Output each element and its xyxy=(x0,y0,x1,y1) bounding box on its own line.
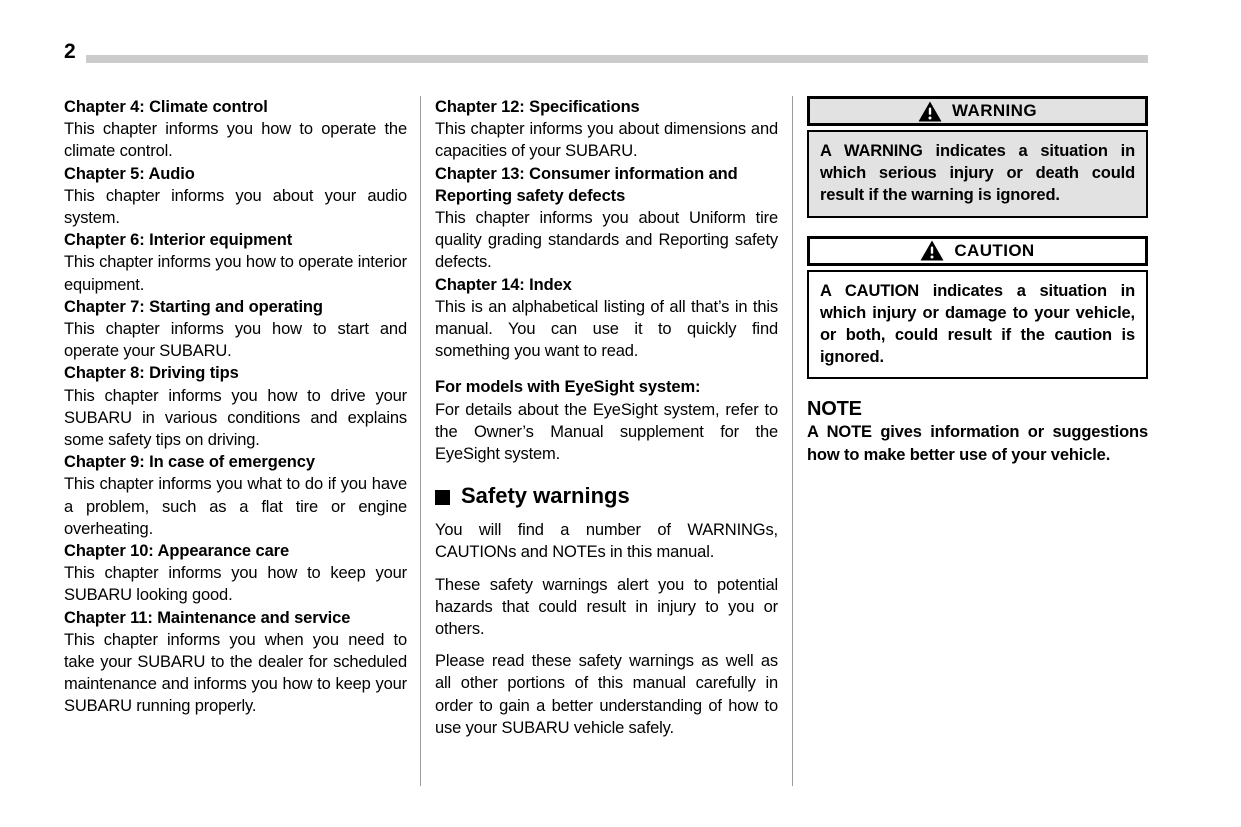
spacer xyxy=(435,640,778,650)
chapter-description: This chapter informs you how to keep your SUBARU looking good. xyxy=(64,564,407,605)
safety-paragraph: You will find a number of WARNINGs, CAUTIONs and NOTEs in this manual. xyxy=(435,521,778,562)
caution-alert-body xyxy=(807,270,1148,380)
eyesight-description: For details about the EyeSight system, refer to the Owner’s Manual supplement for the EyeSight system. xyxy=(435,400,778,464)
warning-alert-text: A WARNING indicates a situation in which serious injury or death could result if the warning is ignored. xyxy=(820,142,1135,205)
chapter-title: Chapter 10: Appearance care xyxy=(64,542,290,561)
chapter-description: This chapter informs you how to drive your SUBARU in various conditions and explains some safety tips on driving. xyxy=(64,386,407,450)
chapter-title: Chapter 14: Index xyxy=(435,275,572,294)
chapter-title: Chapter 5: Audio xyxy=(64,164,195,183)
chapter-description: This chapter informs you about Uniform tire quality grading standards and Reporting safety defects. xyxy=(435,209,778,272)
chapter-description: This is an alphabetical listing of all that’s in this manual. You can use it to quickly find something you want to read. xyxy=(435,297,778,361)
chapter-title: Chapter 13: Consumer information and Reporting safety defects xyxy=(435,164,738,205)
caution-alert-header xyxy=(807,236,1148,266)
chapter-description: This chapter informs you when you need to take your SUBARU to the dealer for scheduled maintenance and informs you how to keep your SUBARU running properly. xyxy=(64,630,407,716)
warning-alert-body xyxy=(807,130,1148,218)
square-bullet-icon xyxy=(435,490,450,505)
note-block xyxy=(807,397,1148,465)
chapter-title: Chapter 9: In case of emergency xyxy=(64,453,315,472)
warning-alert-block xyxy=(807,96,1148,218)
chapter-description: This chapter informs you how to operate the climate control. xyxy=(64,120,407,161)
column-divider-2 xyxy=(792,96,793,786)
warning-alert-label: WARNING xyxy=(952,101,1037,120)
chapter-description: This chapter informs you how to operate interior equipment. xyxy=(64,253,407,294)
caution-alert-label: CAUTION xyxy=(954,240,1035,260)
safety-paragraph: These safety warnings alert you to potential hazards that could result in injury to you or others. xyxy=(435,575,778,639)
section-heading-label: Safety warnings xyxy=(461,483,630,509)
column-middle xyxy=(435,96,778,739)
note-heading: NOTE xyxy=(807,398,862,421)
chapter-description: This chapter informs you how to start and operate your SUBARU. xyxy=(64,320,407,361)
warning-alert-header xyxy=(807,96,1148,126)
section-heading-safety-warnings xyxy=(435,483,778,509)
warning-triangle-icon xyxy=(918,101,942,122)
chapter-title: Chapter 4: Climate control xyxy=(64,98,268,116)
warning-triangle-icon xyxy=(920,240,944,261)
page-header xyxy=(64,40,1148,68)
content-columns xyxy=(0,96,1241,796)
chapter-title: Chapter 12: Specifications xyxy=(435,98,640,116)
column-divider-1 xyxy=(420,96,421,786)
page-number: 2 xyxy=(64,40,76,63)
chapter-title: Chapter 11: Maintenance and service xyxy=(64,608,351,627)
chapter-title: Chapter 6: Interior equipment xyxy=(64,231,293,250)
spacer xyxy=(435,509,778,519)
chapter-description: This chapter informs you about dimensions and capacities of your SUBARU. xyxy=(435,120,778,161)
safety-paragraph: Please read these safety warnings as well as all other portions of this manual carefully in order to gain a better understanding of how to use your SUBARU vehicle safely. xyxy=(435,652,778,737)
header-rule xyxy=(86,55,1148,63)
caution-alert-text: A CAUTION indicates a situation in which injury or damage to your vehicle, or both, could result if the caution is ignored. xyxy=(820,281,1135,367)
column-right xyxy=(807,96,1148,466)
chapter-title: Chapter 7: Starting and operating xyxy=(64,297,323,316)
chapter-description: This chapter informs you about your audio system. xyxy=(64,186,407,228)
spacer xyxy=(807,218,1148,236)
caution-alert-block xyxy=(807,236,1148,380)
spacer xyxy=(435,465,778,483)
eyesight-heading: For models with EyeSight system: xyxy=(435,378,701,397)
spacer xyxy=(435,362,778,376)
spacer xyxy=(435,564,778,574)
column-left xyxy=(64,96,407,718)
chapter-description: This chapter informs you what to do if you have a problem, such as a flat tire or engine overheating. xyxy=(64,475,407,538)
chapter-title: Chapter 8: Driving tips xyxy=(64,364,239,383)
spacer xyxy=(807,379,1148,397)
note-text: A NOTE gives information or suggestions how to make better use of your vehicle. xyxy=(807,423,1148,464)
